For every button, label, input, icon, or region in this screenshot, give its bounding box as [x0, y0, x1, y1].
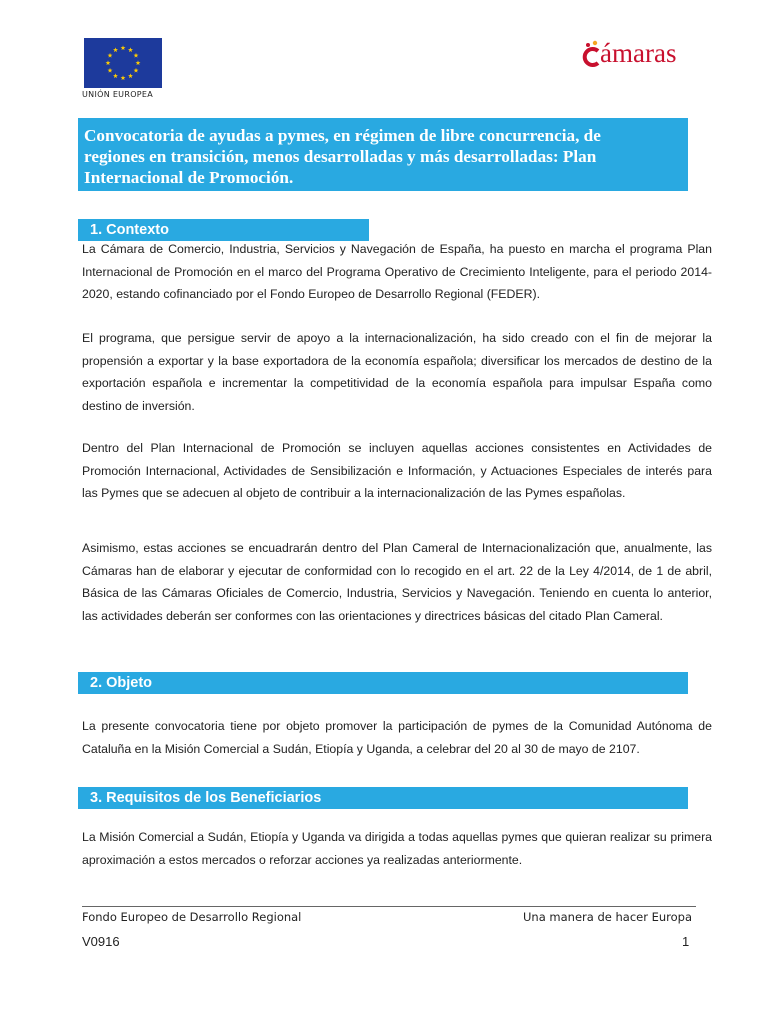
eu-stars-icon: [84, 38, 162, 88]
document-title-line: Internacional de Promoción.: [84, 168, 294, 187]
document-title-line: Convocatoria de ayudas a pymes, en régimen de libre concurrencia, de: [84, 126, 601, 145]
section-heading-requisitos: 3. Requisitos de los Beneficiarios: [78, 787, 688, 809]
camaras-c-mark-icon: [580, 39, 602, 67]
section-heading-contexto: 1. Contexto: [78, 219, 369, 241]
paragraph: El programa, que persigue servir de apoyo a la internacionalización, ha sido creado con el fin de mejorar la propensión a exportar y la base exportadora de la economía española; diversificar los mercados de destino de la exportación española e incrementar la competitividad de la economía española para impulsar España como destino de inversión.: [82, 331, 712, 413]
document-title-box: [78, 118, 688, 191]
paragraph: Asimismo, estas acciones se encuadrarán dentro del Plan Cameral de Internacionalización que, anualmente, las Cámaras han de elaborar y ejecutar de conformidad con lo recogido en el art. 22 de la Ley 4/2014, de 1 de abril, Básica de las Cámaras Oficiales de Comercio, Industria, Servicios y Navegación. Teniendo en cuenta lo anterior, las actividades deberán ser conformes con las orientaciones y directrices básicas del citado Plan Cameral.: [82, 541, 712, 623]
paragraph: La Misión Comercial a Sudán, Etiopía y Uganda va dirigida a todas aquellas pymes que quieran realizar su primera aproximación a estos mercados o reforzar acciones ya realizadas anteriormente.: [82, 830, 712, 867]
eu-caption: UNIÓN EUROPEA: [82, 90, 154, 99]
eu-star-icon: [134, 68, 139, 73]
footer-left-text: Fondo Europeo de Desarrollo Regional: [82, 910, 302, 924]
eu-star-icon: [108, 68, 113, 73]
eu-star-icon: [113, 47, 118, 52]
document-title-line: regiones en transición, menos desarrolladas y más desarrolladas: Plan: [84, 147, 597, 166]
paragraph: La Cámara de Comercio, Industria, Servicios y Navegación de España, ha puesto en marcha el programa Plan Internacional de Promoción en el marco del Programa Operativo de Crecimiento Inteligente, para el periodo 2014-2020, estando cofinanciado por el Fondo Europeo de Desarrollo Regional (FEDER).: [82, 242, 712, 301]
eu-star-icon: [128, 47, 133, 52]
eu-star-icon: [108, 53, 113, 58]
eu-star-icon: [128, 73, 133, 78]
page-number: 1: [682, 934, 690, 949]
eu-star-icon: [121, 75, 126, 80]
eu-flag-logo: [84, 38, 162, 88]
eu-star-icon: [121, 45, 126, 50]
version-label: V0916: [82, 934, 120, 949]
paragraph: Dentro del Plan Internacional de Promoción se incluyen aquellas acciones consistentes en Actividades de Promoción Internacional, Actividades de Sensibilización e Información, y Actuaciones Especiales de interés para las Pymes que se adecuen al objeto de contribuir a la internacionalización de las Pymes españolas.: [82, 441, 712, 500]
camaras-logo-text: ámaras: [600, 37, 677, 68]
footer-right-text: Una manera de hacer Europa: [523, 910, 693, 924]
camaras-logo: [580, 36, 676, 70]
section-heading-objeto: 2. Objeto: [78, 672, 688, 694]
eu-star-icon: [106, 60, 111, 65]
paragraph: La presente convocatoria tiene por objeto promover la participación de pymes de la Comunidad Autónoma de Cataluña en la Misión Comercial a Sudán, Etiopía y Uganda, a celebrar del 20 al 30 de mayo de 2107.: [82, 719, 712, 756]
eu-star-icon: [136, 60, 141, 65]
eu-star-icon: [134, 53, 139, 58]
footer-divider: [82, 906, 696, 907]
eu-star-icon: [113, 73, 118, 78]
